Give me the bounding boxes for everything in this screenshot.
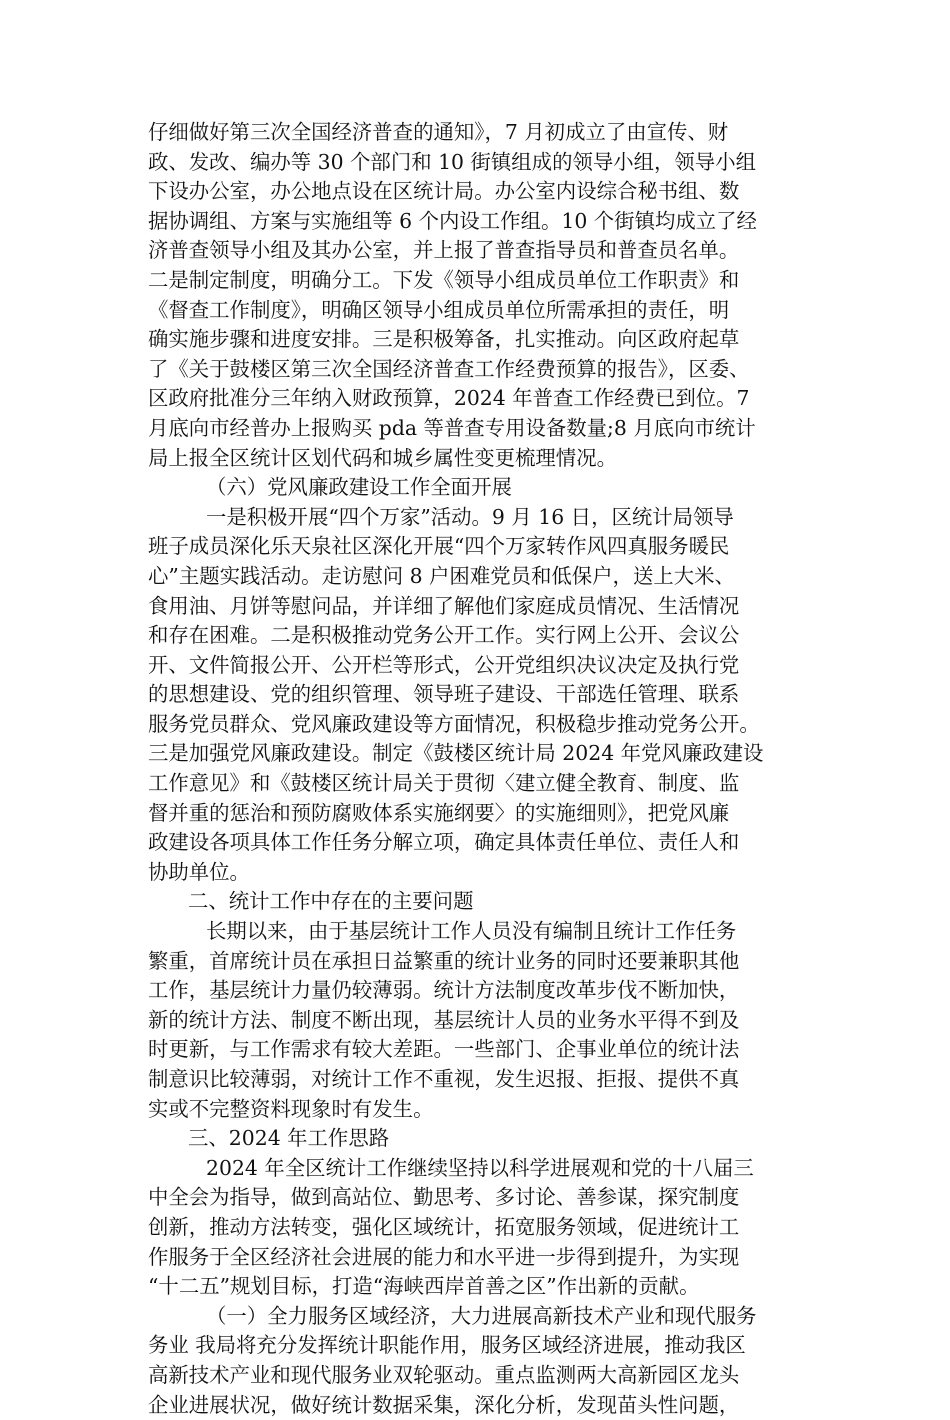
text-line: 企业进展状况，做好统计数据采集，深化分析，发现苗头性问题， (148, 1392, 740, 1417)
section-heading: 三、2024 年工作思路 (188, 1126, 390, 1151)
text-line: 政、发改、编办等 30 个部门和 10 街镇组成的领导小组，领导小组 (148, 149, 756, 174)
section-heading: 二、统计工作中存在的主要问题 (188, 889, 474, 914)
text-line: 繁重，首席统计员在承担日益繁重的统计业务的同时还要兼职其他 (148, 948, 740, 973)
text-line: 中全会为指导，做到高站位、勤思考、多讨论、善参谋，探究制度 (148, 1185, 740, 1210)
text-line: 仔细做好第三次全国经济普查的通知》，7 月初成立了由宣传、财 (148, 120, 729, 144)
text-line: 月底向市经普办上报购买 pda 等普查专用设备数量;8 月底向市统计 (148, 415, 756, 440)
text-line: 实或不完整资料现象时有发生。 (148, 1096, 434, 1121)
text-line: 区政府批准分三年纳入财政预算，2024 年普查工作经费已到位。7 (148, 386, 750, 411)
text-line: 食用油、月饼等慰问品，并详细了解他们家庭成员情况、生活情况 (148, 593, 740, 618)
text-line: 协助单位。 (148, 859, 250, 884)
text-line: 下设办公室，办公地点设在区统计局。办公室内设综合秘书组、数 (148, 179, 740, 204)
text-line: 政建设各项具体工作任务分解立项，确定具体责任单位、责任人和 (148, 830, 740, 855)
text-line: 2024 年全区统计工作继续坚持以科学进展观和党的十八届三 (206, 1155, 754, 1180)
section-heading: （一）全力服务区域经济，大力进展高新技术产业和现代服务 (206, 1303, 757, 1328)
text-line: 的思想建设、党的组织管理、领导班子建设、干部选任管理、联系 (148, 682, 740, 707)
text-line: 局上报全区统计区划代码和城乡属性变更梳理情况。 (148, 445, 617, 470)
text-line: 心”主题实践活动。走访慰问 8 户困难党员和低保户，送上大米、 (148, 563, 735, 588)
document-body (148, 118, 808, 1420)
text-line: 据协调组、方案与实施组等 6 个内设工作组。10 个街镇均成立了经 (148, 208, 757, 233)
text-line: 工作意见》和《鼓楼区统计局关于贯彻〈建立健全教育、制度、监 (148, 771, 740, 796)
text-line: 作服务于全区经济社会进展的能力和水平进一步得到提升，为实现 (148, 1244, 740, 1269)
text-line: “十二五”规划目标，打造“海峡西岸首善之区”作出新的贡献。 (148, 1274, 700, 1299)
text-line: 二是制定制度，明确分工。下发《领导小组成员单位工作职责》和 (148, 267, 740, 292)
text-line: 开、文件简报公开、公开栏等形式，公开党组织决议决定及执行党 (148, 652, 740, 677)
text-line: 和存在困难。二是积极推动党务公开工作。实行网上公开、会议公 (148, 623, 740, 648)
text-line: 务业 我局将充分发挥统计职能作用，服务区域经济进展，推动我区 (148, 1333, 746, 1358)
text-line: 高新技术产业和现代服务业双轮驱动。重点监测两大高新园区龙头 (148, 1362, 740, 1387)
text-line: 服务党员群众、党风廉政建设等方面情况，积极稳步推动党务公开。 (148, 711, 760, 736)
text-line: 济普查领导小组及其办公室，并上报了普查指导员和普查员名单。 (148, 238, 740, 263)
text-line: 确实施步骤和进度安排。三是积极筹备，扎实推动。向区政府起草 (148, 327, 740, 352)
section-heading: （六）党风廉政建设工作全面开展 (206, 475, 512, 500)
text-line: 班子成员深化乐天泉社区深化开展“四个万家转作风四真服务暖民 (148, 534, 730, 559)
text-line: 一是积极开展“四个万家”活动。9 月 16 日，区统计局领导 (206, 504, 734, 529)
text-line: 长期以来，由于基层统计工作人员没有编制且统计工作任务 (206, 919, 737, 944)
text-line: 督并重的惩治和预防腐败体系实施纲要〉的实施细则》，把党风廉 (148, 800, 730, 825)
text-line: 制意识比较薄弱，对统计工作不重视，发生迟报、拒报、提供不真 (148, 1067, 740, 1091)
text-line: 《督查工作制度》，明确区领导小组成员单位所需承担的责任，明 (148, 297, 730, 322)
text-line: 创新，推动方法转变，强化区域统计，拓宽服务领域，促进统计工 (148, 1214, 740, 1239)
text-line: 时更新，与工作需求有较大差距。一些部门、企事业单位的统计法 (148, 1037, 740, 1062)
text-line: 了《关于鼓楼区第三次全国经济普查工作经费预算的报告》，区委、 (148, 356, 750, 381)
text-line: 新的统计方法、制度不断出现，基层统计人员的业务水平得不到及 (148, 1007, 740, 1032)
text-line: 三是加强党风廉政建设。制定《鼓楼区统计局 2024 年党风廉政建设 (148, 741, 764, 766)
text-line: 工作，基层统计力量仍较薄弱。统计方法制度改革步伐不断加快， (148, 978, 740, 1003)
